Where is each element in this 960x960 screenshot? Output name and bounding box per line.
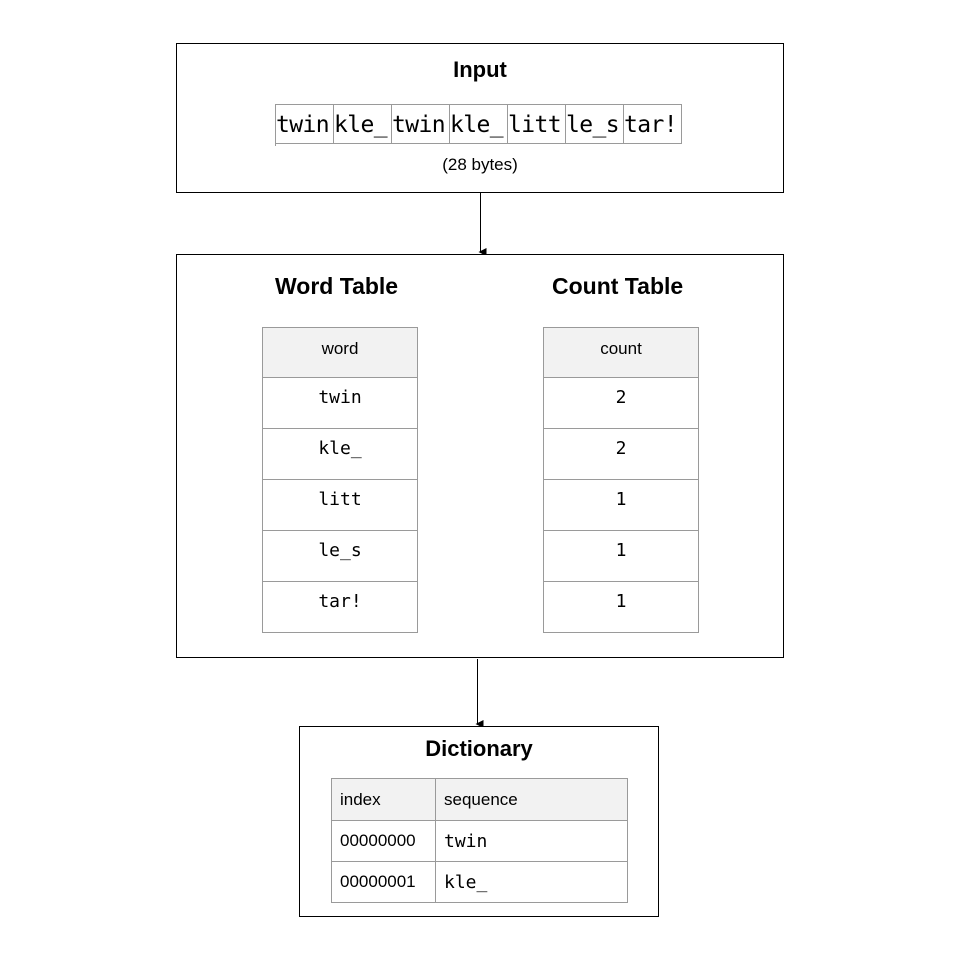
dictionary-index-cell: 00000000 <box>332 821 436 862</box>
count-table-cell: 2 <box>544 429 698 480</box>
dictionary-title: Dictionary <box>425 736 533 761</box>
word-table <box>262 327 418 633</box>
tables-panel <box>176 254 784 658</box>
word-table-title: Word Table <box>275 273 399 299</box>
input-panel <box>176 43 784 193</box>
input-chunk-text: tar! <box>624 112 677 138</box>
input-chunk-text: kle_ <box>334 112 387 138</box>
input-chunk <box>450 104 508 144</box>
word-table-cell: tar! <box>263 582 417 633</box>
count-table <box>543 327 699 633</box>
dictionary-header-sequence: sequence <box>436 779 628 821</box>
input-byte-strip <box>275 104 682 146</box>
count-table-cell: 1 <box>544 531 698 582</box>
dictionary-panel <box>299 726 659 917</box>
count-table-cell: 1 <box>544 582 698 633</box>
dictionary-sequence-cell: kle_ <box>436 862 628 903</box>
word-table-cell: le_s <box>263 531 417 582</box>
input-byte-count: (28 bytes) <box>442 155 518 174</box>
word-table-cell: litt <box>263 480 417 531</box>
input-chunk-text: litt <box>508 112 561 138</box>
dictionary-header-row <box>332 779 628 821</box>
dictionary-table <box>331 778 628 903</box>
count-table-title: Count Table <box>552 273 684 299</box>
count-table-cell: 1 <box>544 480 698 531</box>
input-chunk-text: kle_ <box>450 112 503 138</box>
input-title: Input <box>453 57 507 82</box>
input-chunk-text: twin <box>276 112 329 138</box>
input-chunk-text: twin <box>392 112 445 138</box>
input-chunk-text: le_s <box>566 112 619 138</box>
input-chunk <box>276 104 334 144</box>
word-table-header: word <box>263 327 417 378</box>
input-chunk <box>392 104 450 144</box>
count-table-cell: 2 <box>544 378 698 429</box>
input-chunk <box>624 104 682 144</box>
dictionary-index-cell: 00000001 <box>332 862 436 903</box>
word-table-cell: twin <box>263 378 417 429</box>
table-row <box>332 862 628 903</box>
count-table-header: count <box>544 327 698 378</box>
dictionary-sequence-cell: twin <box>436 821 628 862</box>
dictionary-header-index: index <box>332 779 436 821</box>
table-row <box>332 821 628 862</box>
input-chunk <box>508 104 566 144</box>
input-chunk <box>566 104 624 144</box>
input-chunk <box>334 104 392 144</box>
word-table-cell: kle_ <box>263 429 417 480</box>
